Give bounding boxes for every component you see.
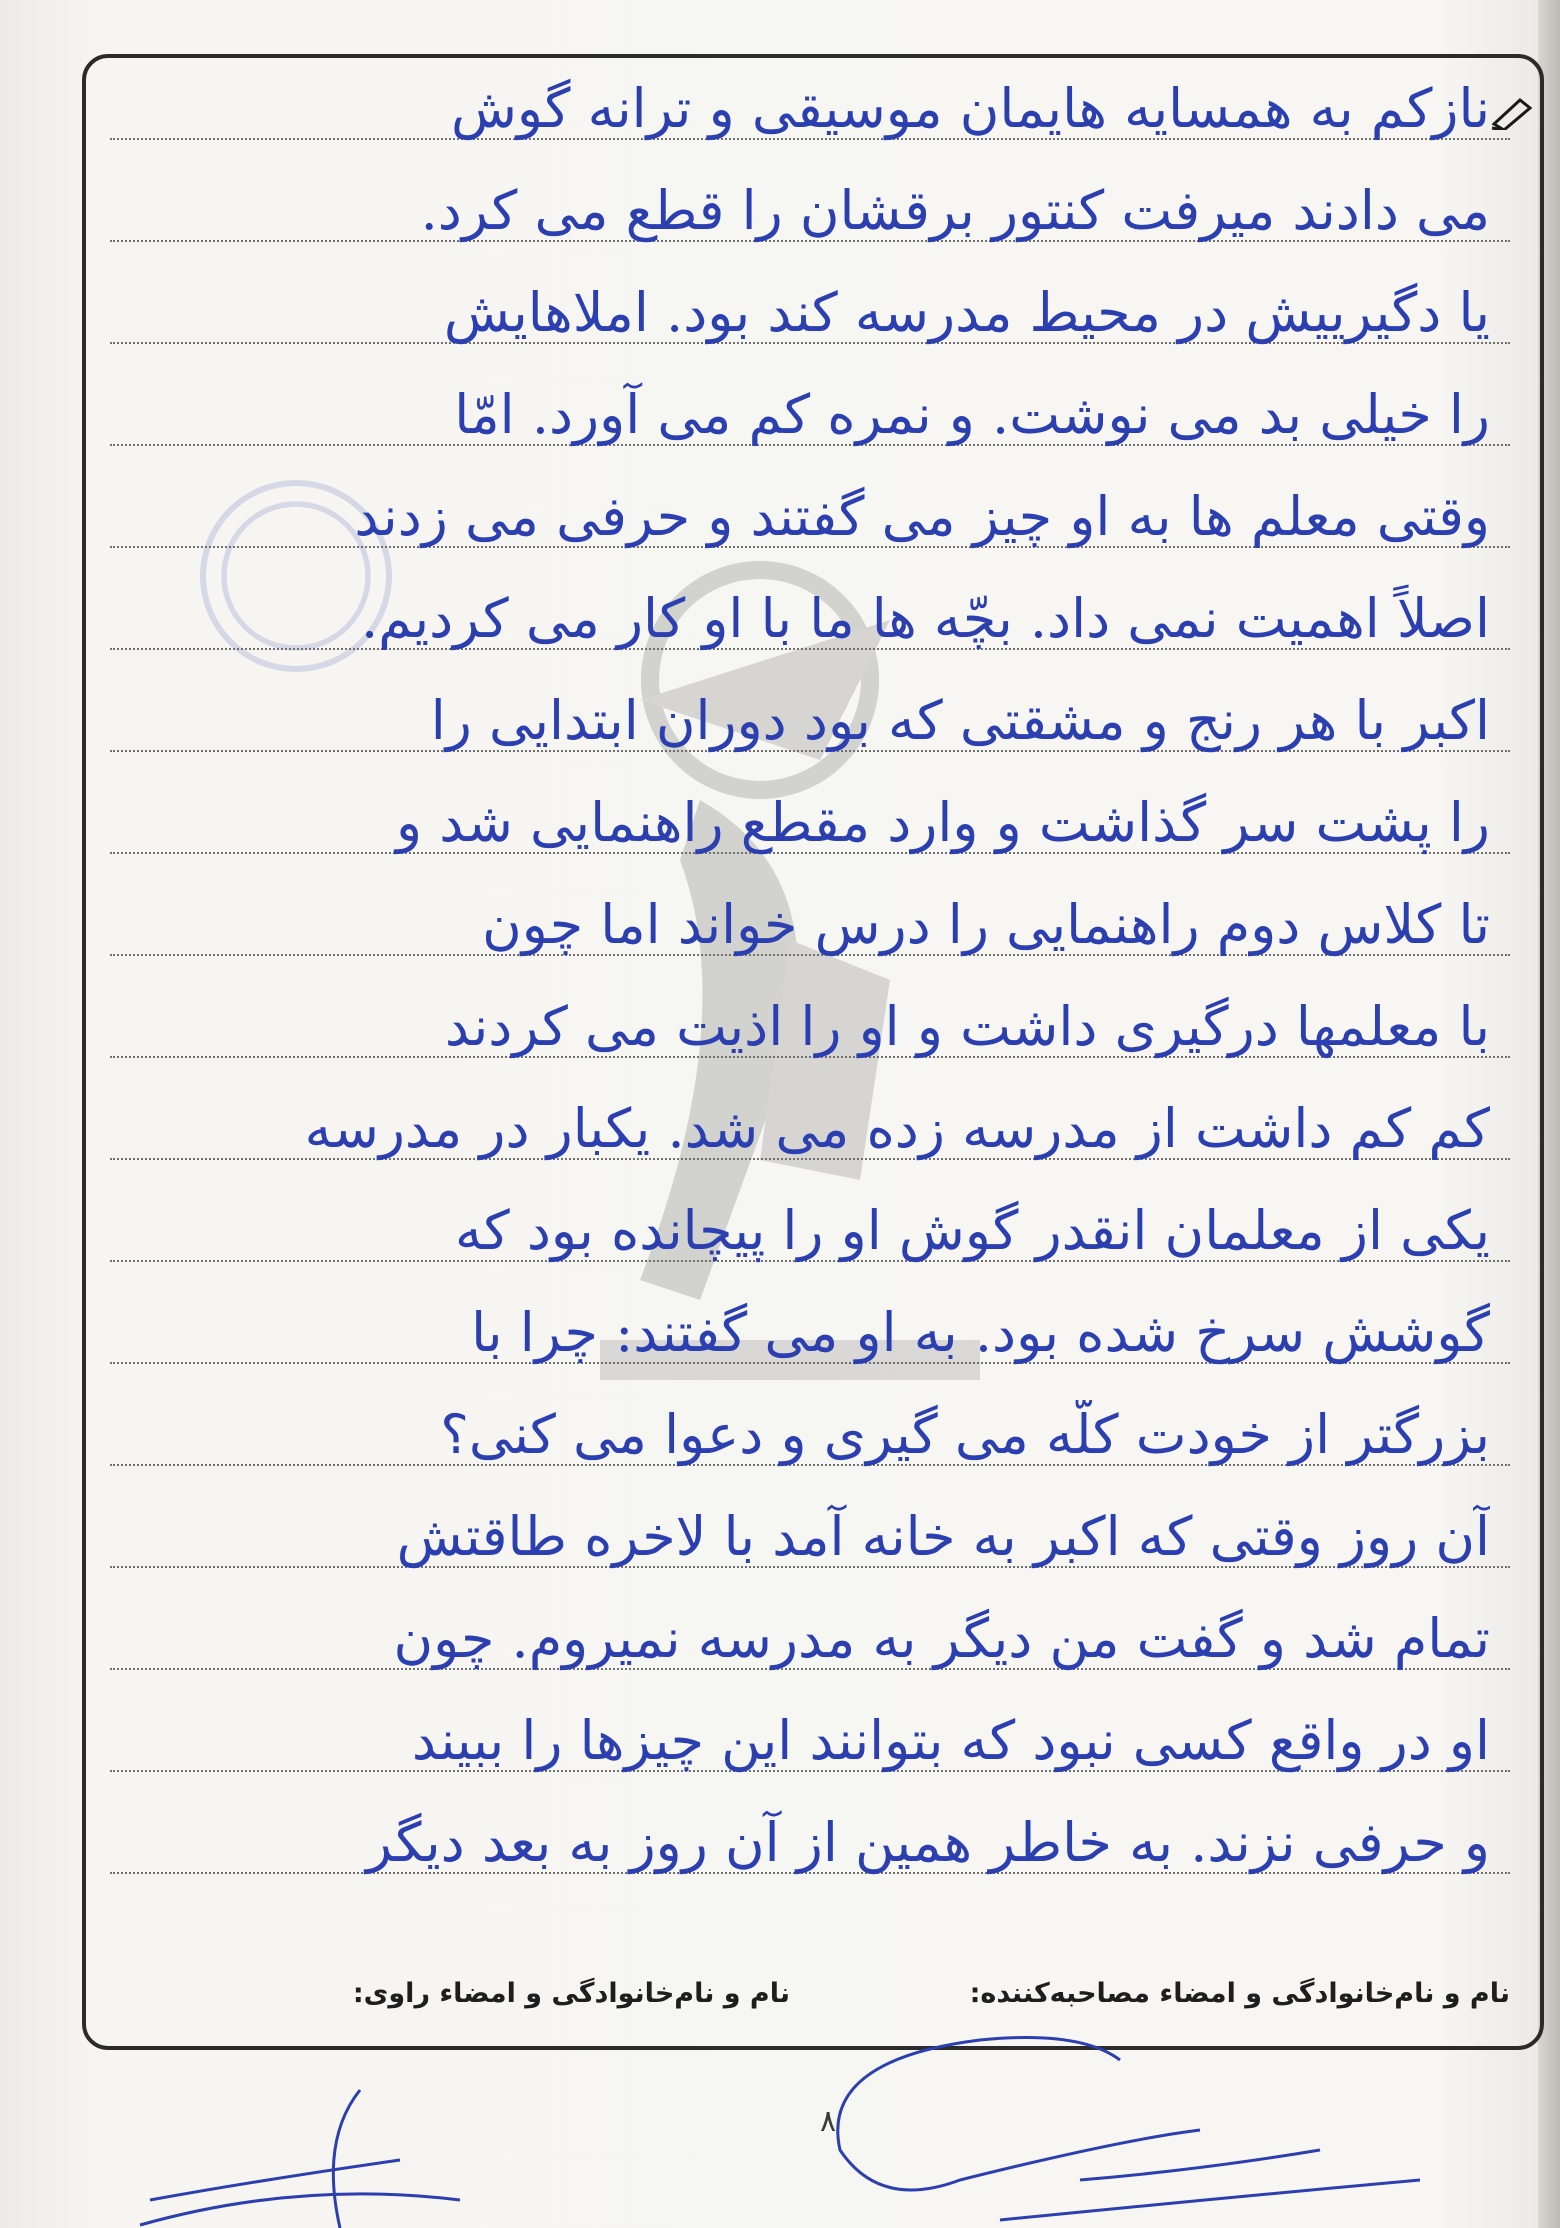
- handwritten-line: اصلاً اهمیت نمی داد. بچّه ها ما با او کار می کردیم.: [361, 587, 1490, 650]
- handwritten-line: یکی از معلمان انقدر گوش او را پیچانده بود که: [455, 1199, 1490, 1262]
- handwritten-line: را پشت سر گذاشت و وارد مقطع راهنمایی شد و: [396, 791, 1490, 854]
- narrator-signature-label: نام و نام‌خانوادگی و امضاء راوی:: [352, 1978, 790, 2009]
- handwritten-line: بزرگتر از خودت کلّه می گیری و دعوا می کنی؟: [440, 1403, 1490, 1466]
- page-number: ۸: [820, 2104, 837, 2139]
- handwritten-line: وقتی معلم ها به او چیز می گفتند و حرفی می زدند: [354, 485, 1490, 548]
- handwritten-line: و حرفی نزند. به خاطر همین از آن روز به بعد دیگر: [365, 1811, 1490, 1874]
- handwritten-line: یا دگیرییش در محیط مدرسه کند بود. املاهایش: [443, 281, 1490, 344]
- handwritten-line: گوشش سرخ شده بود. به او می گفتند: چرا با: [471, 1301, 1490, 1364]
- handwritten-line: تمام شد و گفت من دیگر به مدرسه نمیروم. چون: [393, 1607, 1490, 1670]
- handwritten-line: با معلمها درگیری داشت و او را اذیت می کردند: [444, 995, 1490, 1058]
- handwritten-line: او در واقع کسی نبود که بتوانند این چیزها را ببیند: [411, 1709, 1490, 1772]
- handwritten-line: تا کلاس دوم راهنمایی را درس خواند اما چون: [482, 893, 1490, 956]
- handwritten-line: کم کم داشت از مدرسه زده می شد. یکبار در مدرسه: [304, 1097, 1490, 1160]
- handwritten-signatures: [0, 2030, 1560, 2228]
- signature-footer: [110, 1968, 1510, 2018]
- handwritten-line: آن روز وقتی که اکبر به خانه آمد با لاخره طاقتش: [396, 1505, 1490, 1568]
- handwritten-line: می دادند میرفت کنتور برقشان را قطع می کرد.: [420, 179, 1490, 242]
- handwritten-line: را خیلی بد می نوشت. و نمره کم می آورد. امّا: [454, 383, 1490, 446]
- handwritten-line: نازکم به همسایه هایمان موسیقی و ترانه گوش: [450, 77, 1490, 140]
- interviewer-signature-label: نام و نام‌خانوادگی و امضاء مصاحبه‌کننده:: [969, 1978, 1510, 2009]
- handwritten-line: اکبر با هر رنج و مشقتی که بود دوران ابتدایی را: [430, 689, 1490, 752]
